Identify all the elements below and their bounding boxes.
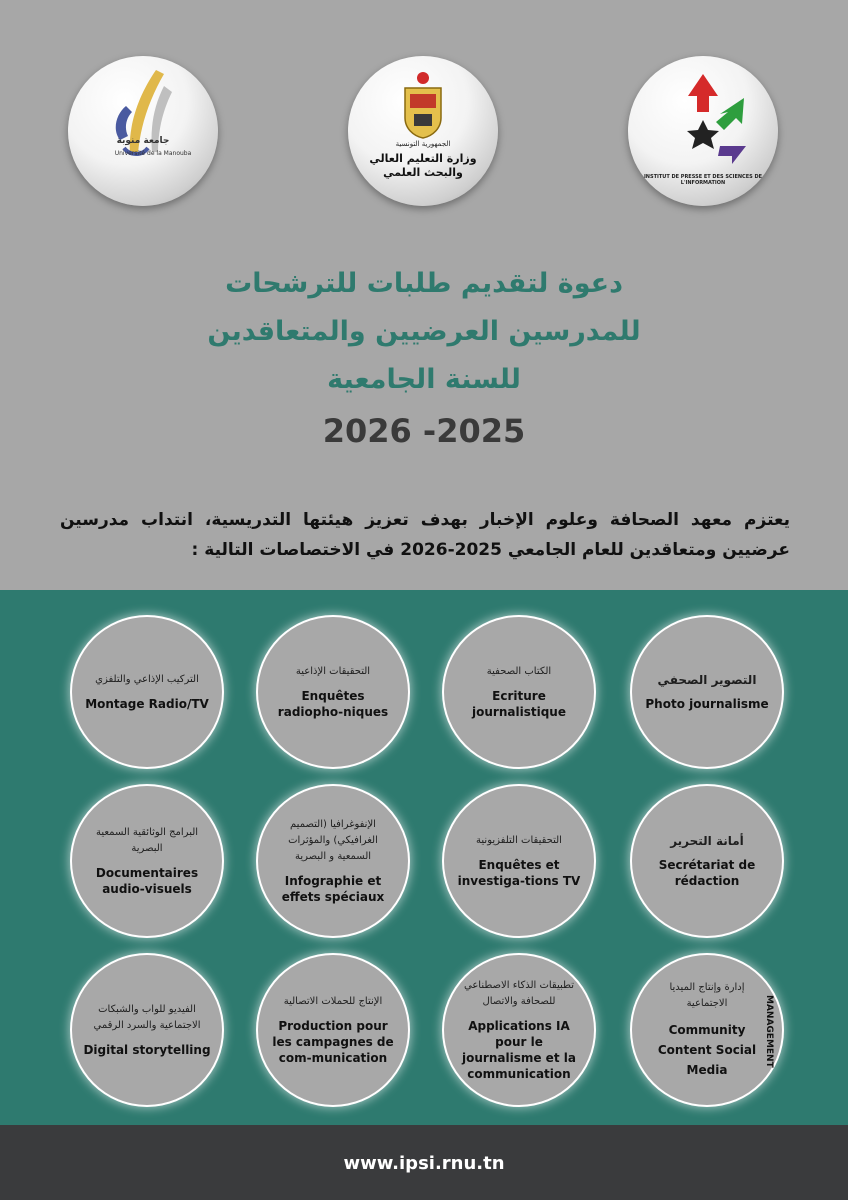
specialty-photo-journalism [632, 617, 782, 767]
specialty-campaign-production [258, 955, 408, 1105]
specialty-label-ar: التحقيقات الإذاعية [295, 666, 371, 677]
specialty-label-fr: Ecriture journalistique [472, 689, 566, 719]
specialty-label-fr: Digital storytelling [83, 1043, 211, 1057]
specialty-digital-storytelling [72, 955, 222, 1105]
specialty-tv-investigations [444, 786, 594, 936]
ministry-logo [348, 56, 498, 206]
specialty-label-ar: الفيديو للواب والشبكات الاجتماعية والسرد الرقمي [93, 1004, 201, 1031]
university-name-fr: Université de la Manouba [114, 150, 192, 157]
specialty-label-ar: أمانة التحرير [670, 834, 744, 848]
specialty-label-fr: Enquêtes radiopho-niques [277, 689, 389, 719]
specialty-label-fr: Enquêtes et investiga-tions TV [457, 858, 581, 888]
specialty-label-ar: الكتاب الصحفية [486, 666, 552, 677]
specialty-label-fr: Production pour les campagnes de com-munication [272, 1019, 394, 1065]
specialty-editorial-secretariat [632, 786, 782, 936]
page-title-line2: للمدرسين العرضيين والمتعاقدين [207, 316, 641, 347]
specialty-ai-applications [444, 955, 594, 1105]
specialty-social-media [632, 955, 782, 1105]
intro-paragraph: يعتزم معهد الصحافة وعلوم الإخبار بهدف تعزيز هيئتها التدريسية، انتداب مدرسين عرضيين ومتعاقدين للعام الجامعي 2025-2026 في الاختصاصات التالية : [60, 510, 790, 560]
ministry-small-text: الجمهورية التونسية [395, 140, 451, 148]
specialty-radio-investigations [258, 617, 408, 767]
specialty-label-fr: Secrétariat de rédaction [658, 858, 756, 888]
specialty-label-fr: Applications IA pour le journalisme et la communication [462, 1019, 576, 1081]
specialty-journalistic-writing [444, 617, 594, 767]
ministry-emblem-icon [348, 56, 498, 206]
specialty-label-fr: Montage Radio/TV [85, 697, 209, 711]
specialty-label-ar: التحقيقات التلفزيونية [476, 835, 562, 846]
ministry-name: وزارة التعليم العالي والبحث العلمي [369, 152, 477, 179]
page-title-line1: دعوة لتقديم طلبات للترشحات [225, 268, 623, 299]
institute-name: INSTITUT DE PRESSE ET DES SCIENCES DE L'INFORMATION [643, 174, 763, 186]
specialty-label-ar: إدارة وإنتاج الميديا الاجتماعية [669, 982, 745, 1009]
specialty-label-ar: التصوير الصحفي [657, 673, 757, 687]
specialty-label-fr: Photo journalisme [645, 697, 769, 711]
specialty-label-ar: تطبيقات الذكاء الاصطناعي للصحافة والاتصال [463, 980, 575, 1007]
specialty-label-fr: Community Content Social Media [657, 1023, 757, 1077]
website-link[interactable]: www.ipsi.rnu.tn [343, 1153, 505, 1174]
specialty-label-ar: التركيب الإذاعي والتلفزي [95, 674, 199, 685]
specialty-label-fr: Documentaires audio-visuels [95, 866, 199, 896]
management-vertical-label: MANAGEMENT [764, 995, 774, 1068]
university-name-ar: جامعة منوبة [116, 136, 170, 146]
feather-logo-icon [68, 56, 218, 206]
page-title-line3: للسنة الجامعية [327, 364, 521, 395]
specialty-label-ar: الإنتاج للحملات الاتصالية [283, 996, 383, 1007]
specialty-infographics [258, 786, 408, 936]
academic-year: 2026 -2025 [322, 412, 526, 450]
institute-logo [628, 56, 778, 206]
specialty-label-ar: الإنفوغرافيا (التصميم الغرافيكي) والمؤثرات السمعية و البصرية [288, 819, 378, 862]
university-logo [68, 56, 218, 206]
specialty-label-fr: Infographie et effets spéciaux [281, 874, 385, 904]
specialty-label-ar: البرامج الوثائقية السمعية البصرية [95, 827, 199, 854]
specialty-radio-tv-editing [72, 617, 222, 767]
specialty-documentaries [72, 786, 222, 936]
